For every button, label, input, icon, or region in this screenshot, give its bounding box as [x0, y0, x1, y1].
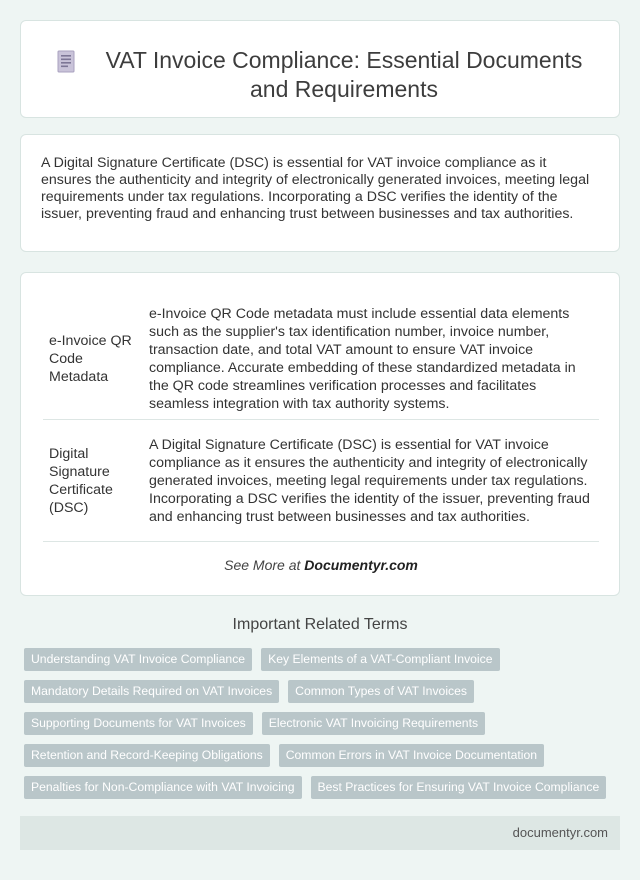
see-more-link[interactable] [21, 557, 621, 573]
see-more-site: Documentyr.com [304, 557, 418, 573]
related-tag[interactable]: Best Practices for Ensuring VAT Invoice Compliance [311, 776, 607, 799]
related-tag[interactable]: Key Elements of a VAT-Compliant Invoice [261, 648, 499, 671]
footer-site[interactable]: documentyr.com [512, 825, 608, 840]
term-name: e-Invoice QR Code Metadata [43, 299, 147, 420]
terms-card [20, 272, 620, 596]
terms-table [43, 299, 599, 542]
related-terms-list [24, 648, 620, 799]
term-description: A Digital Signature Certificate (DSC) is essential for VAT invoice compliance as it ensures the authenticity and integrity of electronically generated invoices, meeting legal requirements under tax regulations. Incorporating a DSC verifies the identity of the issuer, preventing fraud and enhancing trust between businesses and tax authorities. [147, 420, 599, 542]
related-tag[interactable]: Common Errors in VAT Invoice Documentation [279, 744, 544, 767]
related-tag[interactable]: Supporting Documents for VAT Invoices [24, 712, 253, 735]
related-tag[interactable]: Penalties for Non-Compliance with VAT Invoicing [24, 776, 302, 799]
see-more-prefix: See More at [224, 557, 305, 573]
table-row [43, 420, 599, 542]
intro-text: A Digital Signature Certificate (DSC) is essential for VAT invoice compliance as it ensures the authenticity and integrity of electronically generated invoices, meeting legal requirements under tax regulations. Incorporating a DSC verifies the identity of the issuer, preventing fraud and enhancing trust between businesses and tax authorities. [41, 155, 590, 222]
term-description: e-Invoice QR Code metadata must include essential data elements such as the supplier's tax identification number, invoice number, transaction date, and total VAT amount to ensure VAT invoice compliance. Accurate embedding of these standardized metadata in the QR code streamlines verification processes and facilitates seamless integration with tax authority systems. [147, 299, 599, 420]
term-name: Digital Signature Certificate (DSC) [43, 420, 147, 542]
header-card [20, 20, 620, 118]
related-tag[interactable]: Retention and Record-Keeping Obligations [24, 744, 270, 767]
related-tag[interactable]: Electronic VAT Invoicing Requirements [262, 712, 485, 735]
document-icon [45, 48, 85, 76]
intro-card [20, 134, 620, 252]
related-tag[interactable]: Understanding VAT Invoice Compliance [24, 648, 252, 671]
related-tag[interactable]: Mandatory Details Required on VAT Invoices [24, 680, 279, 703]
related-tag[interactable]: Common Types of VAT Invoices [288, 680, 474, 703]
page-title: VAT Invoice Compliance: Essential Documents and Requirements [105, 47, 583, 102]
table-row [43, 299, 599, 420]
footer [20, 816, 620, 850]
related-terms-title: Important Related Terms [232, 616, 408, 633]
